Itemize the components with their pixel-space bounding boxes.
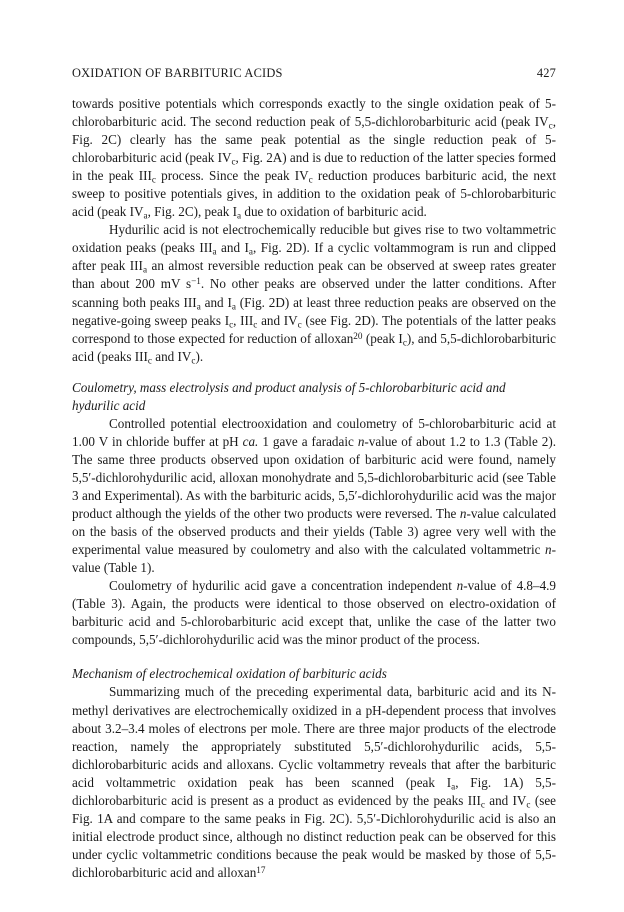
paragraph-hydurilic: Hydurilic acid is not electrochemically reducible but gives rise to two voltammetric oxidation peaks (peaks $III_a$ and $I_a$, Fig. 2D). If a cyclic voltammogram is run and clipped after peak $III_a$ an almost reversible reduction peak can be observed at sweep rates greater than about 200 mV $s^{-1}$. No other peaks are observed under the latter conditions. After scanning both peaks $III_a$ and $I_a$ (Fig. 2D) at least three reduction peaks are observed on the negative-going sweep peaks $I_c$, $III_c$ and $IV_c$ (see Fig. 2D). The potentials of the latter peaks correspond to those expected for reduction of alloxan$^{20}$ (peak $I_c$), and 5,5-dichlorobarbituric acid (peaks $III_c$ and $IV_c$). [72, 222, 556, 365]
paragraph-coulometry-hydurilic: Coulometry of hydurilic acid gave a concentration independent n-value of 4.8–4.9 (Table 3). Again, the products were identical to those observed on electro-oxidation of barbituric acid and 5-chlorobarbituric acid except that, unlike the case of the latter two compounds, 5,5′-dichlorohydurilic acid was the minor product of the process. [72, 578, 556, 648]
paragraph-continued: towards positive potentials which corresponds exactly to the single oxidation peak of 5-chlorobarbituric acid. The second reduction peak of 5,5-dichlorobarbituric acid (peak $IV_c$, Fig. 2C) clearly has the same peak potential as the single reduction peak of 5-chlorobarbituric acid (peak $IV_c$, Fig. 2A) and is due to reduction of the latter species formed in the peak $III_c$ process. Since the peak $IV_c$ reduction produces barbituric acid, the next sweep to positive potentials gives, in addition to the oxidation peak of 5-chlorobarbituric acid (peak $IV_a$, Fig. 2C), peak $I_a$ due to oxidation of barbituric acid. [72, 96, 556, 221]
section-heading-coulometry: Coulometry, mass electrolysis and product analysis of 5-chlorobarbituric acid and hydurilic acid [72, 379, 506, 413]
page-number: 427 [536, 66, 556, 80]
running-head [72, 66, 556, 81]
running-title: OXIDATION OF BARBITURIC ACIDS [72, 66, 283, 80]
paragraph-coulometry-chlorobarbituric: Controlled potential electrooxidation and coulometry of 5-chlorobarbituric acid at 1.00 V in chloride buffer at pH ca. 1 gave a faradaic n-value of about 1.2 to 1.3 (Table 2). The same three products observed upon oxidation of barbituric acid were found, namely 5,5′-dichlorohydurilic acid, alloxan monohydrate and 5,5-dichlorobarbituric acid (see Table 3 and Experimental). As with the barbituric acids, 5,5′-dichlorohydurilic acid was the major product although the yields of the other two products were reversed. The n-value calculated on the basis of the observed products and their yields (Table 3) agree very well with the experimental value measured by coulometry and also with the calculated voltammetric n-value (Table 1). [72, 415, 557, 576]
paragraph-mechanism: Summarizing much of the preceding experimental data, barbituric acid and its N-methyl derivatives are electrochemically oxidized in a pH-dependent process that involves about 3.2–3.4 moles of electrons per mole. There are three major products of the electrode reaction, namely the appropriately substituted 5,5′-dichlorohydurilic acids, 5,5-dichlorobarbituric acids and alloxans. Cyclic voltammetry reveals that after the barbituric acid voltammetric oxidation peak has been scanned (peak $I_a$, Fig. 1A) 5,5-dichlorobarbituric acid is present as a product as evidenced by the peaks $III_c$ and $IV_c$ (see Fig. 1A and compare to the same peaks in Fig. 2C). 5,5′-Dichlorohydurilic acid is also an initial electrode product since, although no distinct reduction peak can be observed for this under cyclic voltammetric conditions because the peak would be masked by those of 5,5-dichlorobarbituric acid and alloxan$^{17}$ [72, 684, 556, 880]
section-heading-mechanism: Mechanism of electrochemical oxidation of barbituric acids [72, 666, 387, 682]
body-text [72, 95, 556, 882]
